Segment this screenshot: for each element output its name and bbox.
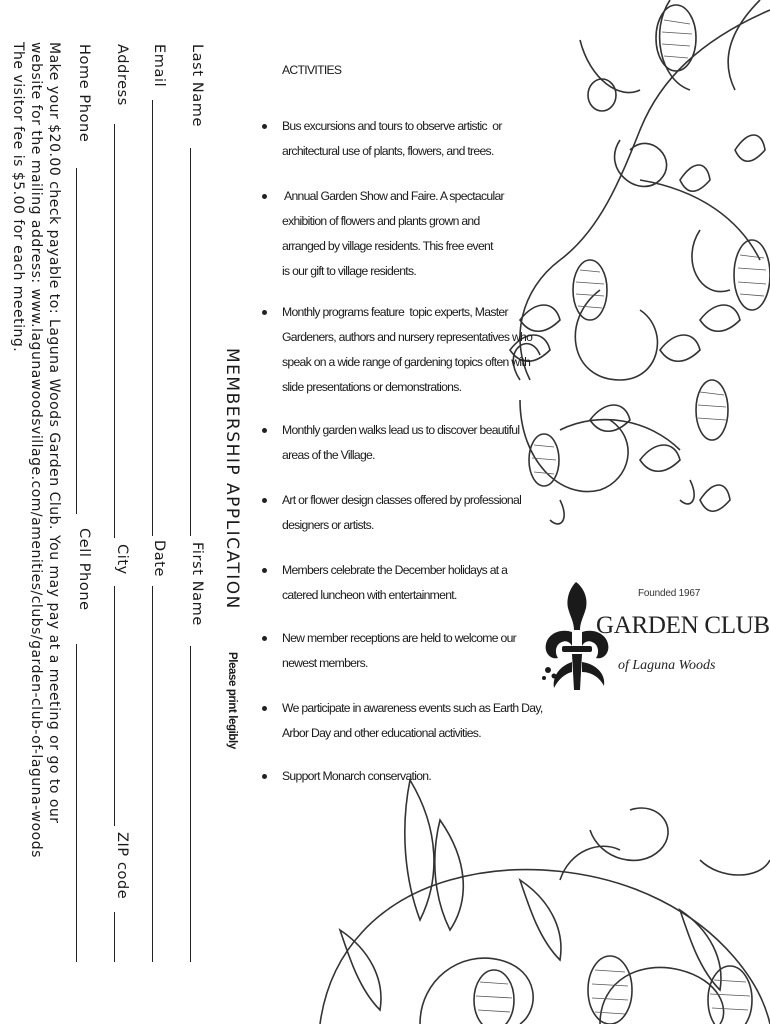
payment-note-line-2: website for the mailing address: www.lagunawoodsvillage.com/amenities/clubs/garden-club-of-laguna-woods — [28, 42, 44, 858]
last-name-field[interactable] — [190, 148, 191, 536]
zip-field[interactable] — [114, 912, 115, 962]
email-field[interactable] — [152, 100, 153, 536]
activity-line: Arbor Day and other educational activities. — [282, 726, 481, 740]
form-title: MEMBERSHIP APPLICATION — [222, 348, 242, 610]
payment-note-line-3: The visitor fee is $5.00 for each meeting. — [10, 42, 26, 353]
activity-line: areas of the Village. — [282, 448, 375, 462]
activity-text — [282, 558, 508, 608]
activity-line: Support Monarch conservation. — [282, 769, 432, 783]
bullet-icon — [262, 706, 267, 711]
activity-line: slide presentations or demonstrations. — [282, 380, 462, 394]
activity-text — [282, 764, 502, 789]
activity-text — [282, 488, 522, 538]
first-name-label: First Name — [189, 542, 205, 626]
activity-line: is our gift to village residents. — [282, 264, 417, 278]
date-label: Date — [151, 540, 167, 578]
activity-line: arranged by village residents. This free event — [282, 239, 493, 253]
cell-phone-field[interactable] — [76, 644, 77, 962]
activity-text — [282, 626, 517, 676]
zip-label: ZIP code — [114, 832, 130, 900]
bullet-icon — [262, 568, 267, 573]
payment-note-line-1: Make your $20.00 check payable to: Laguna Woods Garden Club. You may pay at a meeting or go to our — [46, 42, 62, 824]
activity-line: Annual Garden Show and Faire. A spectacular — [282, 189, 504, 203]
activity-text — [282, 300, 533, 400]
activity-line: catered luncheon with entertainment. — [282, 588, 457, 602]
last-name-label: Last Name — [189, 44, 205, 127]
bullet-icon — [262, 124, 267, 129]
activity-line: newest members. — [282, 656, 368, 670]
logo-subtitle: of Laguna Woods — [618, 658, 716, 673]
bullet-icon — [262, 636, 267, 641]
garden-club-logo — [540, 578, 770, 698]
city-field[interactable] — [114, 586, 115, 826]
activity-line: Members celebrate the December holidays at a — [282, 563, 508, 577]
activity-line: architectural use of plants, flowers, and trees. — [282, 144, 494, 158]
activity-line: speak on a wide range of gardening topics often with — [282, 355, 531, 369]
activity-line: designers or artists. — [282, 518, 374, 532]
bullet-icon — [262, 310, 267, 315]
bullet-icon — [262, 194, 267, 199]
activity-line: We participate in awareness events such as Earth Day, — [282, 701, 543, 715]
city-label: City — [114, 544, 130, 575]
activity-line: Gardeners, authors and nursery representatives who — [282, 330, 533, 344]
form-subtitle: Please print legibly — [226, 652, 238, 749]
activity-line: Art or flower design classes offered by professional — [282, 493, 522, 507]
address-field[interactable] — [114, 124, 115, 538]
activity-line: Monthly programs feature topic experts, Master — [282, 305, 508, 319]
bullet-icon — [262, 774, 267, 779]
logo-founded: Founded 1967 — [638, 588, 701, 599]
activity-text — [282, 114, 502, 164]
membership-form — [0, 0, 250, 1024]
cell-phone-label: Cell Phone — [76, 528, 92, 611]
activity-text — [282, 696, 543, 746]
bullet-icon — [262, 428, 267, 433]
activity-text — [282, 184, 502, 284]
activity-text — [282, 418, 520, 468]
home-phone-label: Home Phone — [76, 44, 92, 143]
email-label: Email — [151, 44, 167, 88]
bullet-icon — [262, 498, 267, 503]
activity-line: Monthly garden walks lead us to discover beautiful — [282, 423, 520, 437]
address-label: Address — [114, 44, 130, 106]
activities-title: ACTIVITIES — [282, 63, 342, 77]
logo-name: GARDEN CLUB — [596, 612, 770, 639]
home-phone-field[interactable] — [76, 168, 77, 514]
activity-line: Bus excursions and tours to observe artistic or — [282, 119, 502, 133]
activity-line: exhibition of flowers and plants grown and — [282, 214, 480, 228]
date-field[interactable] — [152, 586, 153, 962]
activity-line: New member receptions are held to welcome our — [282, 631, 517, 645]
first-name-field[interactable] — [190, 646, 191, 962]
